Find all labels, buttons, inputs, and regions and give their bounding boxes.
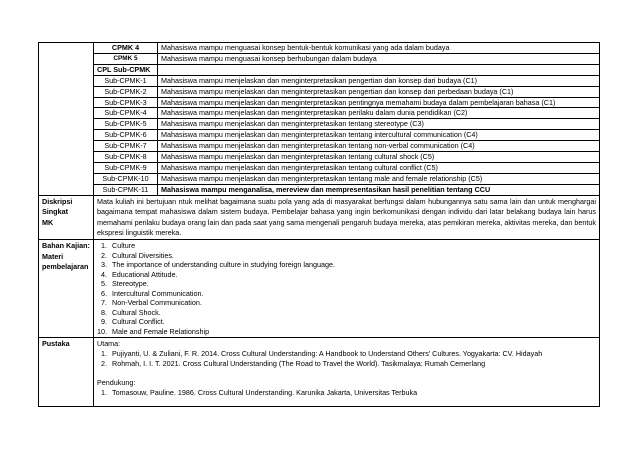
cpl-sub-cpmk-header: CPL Sub-CPMK: [94, 64, 158, 75]
sub-cpmk-text: Mahasiswa mampu menjelaskan dan menginterpretasikan tentang cultural shock (C5): [158, 152, 600, 163]
pustaka-row: [39, 338, 600, 407]
sub-cpmk-text: Mahasiswa mampu menjelaskan dan menginterpretasikan pengertian dan konsep dari budaya (C1): [158, 75, 600, 86]
cpmk-text: Mahasiswa mampu menguasai konsep berhubungan dalam budaya: [158, 53, 600, 64]
sub-cpmk-row: [39, 97, 600, 108]
sub-cpmk-row: [39, 162, 600, 173]
bahan-kajian-list: [97, 241, 596, 336]
cpmk-code: CPMK 5: [94, 53, 158, 64]
sub-cpmk-code: Sub-CPMK-2: [94, 86, 158, 97]
deskripsi-label-line: Singkat: [42, 207, 68, 217]
sub-cpmk-code: Sub-CPMK-11: [94, 184, 158, 195]
sub-cpmk-row: [39, 108, 600, 119]
empty-left-cell: [39, 43, 94, 196]
sub-cpmk-text: Mahasiswa mampu menjelaskan dan menginterpretasikan tentang male and female relationship (C5): [158, 173, 600, 184]
sub-cpmk-text: Mahasiswa mampu menjelaskan dan menginterpretasikan pengertian dan konsep dari perbedaan budaya (C1): [158, 86, 600, 97]
sub-cpmk-code: Sub-CPMK-5: [94, 119, 158, 130]
list-item: 7. Non-Verbal Communication.: [109, 298, 596, 308]
list-item: 3. The importance of understanding culture in studying foreign language.: [109, 260, 596, 270]
bahan-kajian-row: [39, 240, 600, 338]
list-item: 1. Pujiyanti, U. & Zuliani, F. R. 2014. Cross Cultural Understanding: A Handbook to Understand Others' Cultures. Yogyakarta: CV. Hidayah: [109, 349, 596, 359]
cpl-sub-cpmk-header-row: [39, 64, 600, 75]
sub-cpmk-code: Sub-CPMK-1: [94, 75, 158, 86]
bahan-kajian-label: [39, 240, 94, 338]
sub-cpmk-text: Mahasiswa mampu menjelaskan dan menginterpretasikan tentang non-verbal communication (C4): [158, 141, 600, 152]
sub-cpmk-text: Mahasiswa mampu menjelaskan dan menginterpretasikan tentang cultural conflict (C5): [158, 162, 600, 173]
bahan-kajian-list-cell: [94, 240, 600, 338]
deskripsi-label-line: MK: [42, 217, 54, 227]
bahan-kajian-label-line: Materi: [42, 251, 64, 261]
sub-cpmk-row: [39, 75, 600, 86]
sub-cpmk-code: Sub-CPMK-7: [94, 141, 158, 152]
bahan-kajian-label-line: pembelajaran: [42, 262, 89, 272]
pustaka-cell: [94, 338, 600, 407]
list-item: 8. Cultural Shock.: [109, 308, 596, 318]
sub-cpmk-text: Mahasiswa mampu menganalisa, mereview dan mempresentasikan hasil penelitian tentang CCU: [158, 184, 600, 195]
rps-document-page: [38, 42, 600, 407]
list-item: 10. Male and Female Relationship: [109, 327, 596, 337]
sub-cpmk-code: Sub-CPMK-10: [94, 173, 158, 184]
sub-cpmk-code: Sub-CPMK-8: [94, 152, 158, 163]
sub-cpmk-row: [39, 119, 600, 130]
deskripsi-label: [39, 195, 94, 240]
cpmk-row: [39, 53, 600, 64]
list-item: 1. Culture: [109, 241, 596, 251]
list-item: 2. Rohmah, I. I. T. 2021. Cross Cultural Understanding (The Road to Travel the World). Tasikmalaya: Rumah Cemerlang: [109, 359, 596, 369]
pustaka-pendukung-list: [97, 388, 596, 398]
sub-cpmk-text: Mahasiswa mampu menjelaskan dan menginterpretasikan tentang stereotype (C3): [158, 119, 600, 130]
sub-cpmk-text: Mahasiswa mampu menjelaskan dan menginterpretasikan perilaku dalam dunia pendidikan (C2): [158, 108, 600, 119]
sub-cpmk-text: Mahasiswa mampu menjelaskan dan menginterpretasikan pentingnya memahami budaya dalam pembelajaran bahasa (C1): [158, 97, 600, 108]
sub-cpmk-code: Sub-CPMK-6: [94, 130, 158, 141]
sub-cpmk-code: Sub-CPMK-9: [94, 162, 158, 173]
sub-cpmk-code: Sub-CPMK-3: [94, 97, 158, 108]
list-item: 6. Intercultural Communication.: [109, 289, 596, 299]
sub-cpmk-row: [39, 152, 600, 163]
deskripsi-text: Mata kuliah ini bertujuan ntuk melihat bagaimana suatu pola yang ada di masyarakat berfungsi dalam hubungannya satu sama lain dan untuk menghargai bagaimana tempat mahasiswa dalam sistem budaya. Pembelajar bahasa yang ingin berkomunikasi dengan individu dari latar belakang budaya lain harus memahami perilaku budaya orang lain dan pada saat yang sama mengenali pengaruh budaya mereka, atas pemikiran mereka, aktivitas mereka, dan bentuk ekspresi linguistik mereka.: [94, 195, 600, 240]
list-item: 2. Cultural Diversities.: [109, 251, 596, 261]
cpmk-text: Mahasiswa mampu menguasai konsep bentuk-bentuk komunikasi yang ada dalam budaya: [158, 43, 600, 54]
list-item: 9. Cultural Conflict.: [109, 317, 596, 327]
pustaka-utama-label: Utama:: [97, 339, 121, 349]
sub-cpmk-row: [39, 141, 600, 152]
list-item: 5. Stereotype.: [109, 279, 596, 289]
spacer: [97, 368, 596, 378]
sub-cpmk-row: [39, 173, 600, 184]
sub-cpmk-code: Sub-CPMK-4: [94, 108, 158, 119]
cpmk-row: [39, 43, 600, 54]
bahan-kajian-label-line: Bahan Kajian:: [42, 241, 90, 251]
pustaka-pendukung-label: Pendukung:: [97, 377, 136, 387]
sub-cpmk-row: [39, 130, 600, 141]
sub-cpmk-text: Mahasiswa mampu menjelaskan dan menginterpretasikan tentang intercultural communication (C4): [158, 130, 600, 141]
pustaka-label: Pustaka: [39, 338, 94, 407]
sub-cpmk-row: [39, 184, 600, 195]
deskripsi-label-line: Diskripsi: [42, 196, 73, 206]
empty-cell: [158, 64, 600, 75]
list-item: 4. Educational Attitude.: [109, 270, 596, 280]
cpmk-code: CPMK 4: [94, 43, 158, 54]
deskripsi-row: [39, 195, 600, 240]
list-item: 1. Tomasouw, Pauline. 1986. Cross Cultural Understanding. Karunika Jakarta, Universitas Terbuka: [109, 388, 596, 398]
sub-cpmk-row: [39, 86, 600, 97]
rps-table: [38, 42, 600, 407]
pustaka-utama-list: [97, 349, 596, 368]
